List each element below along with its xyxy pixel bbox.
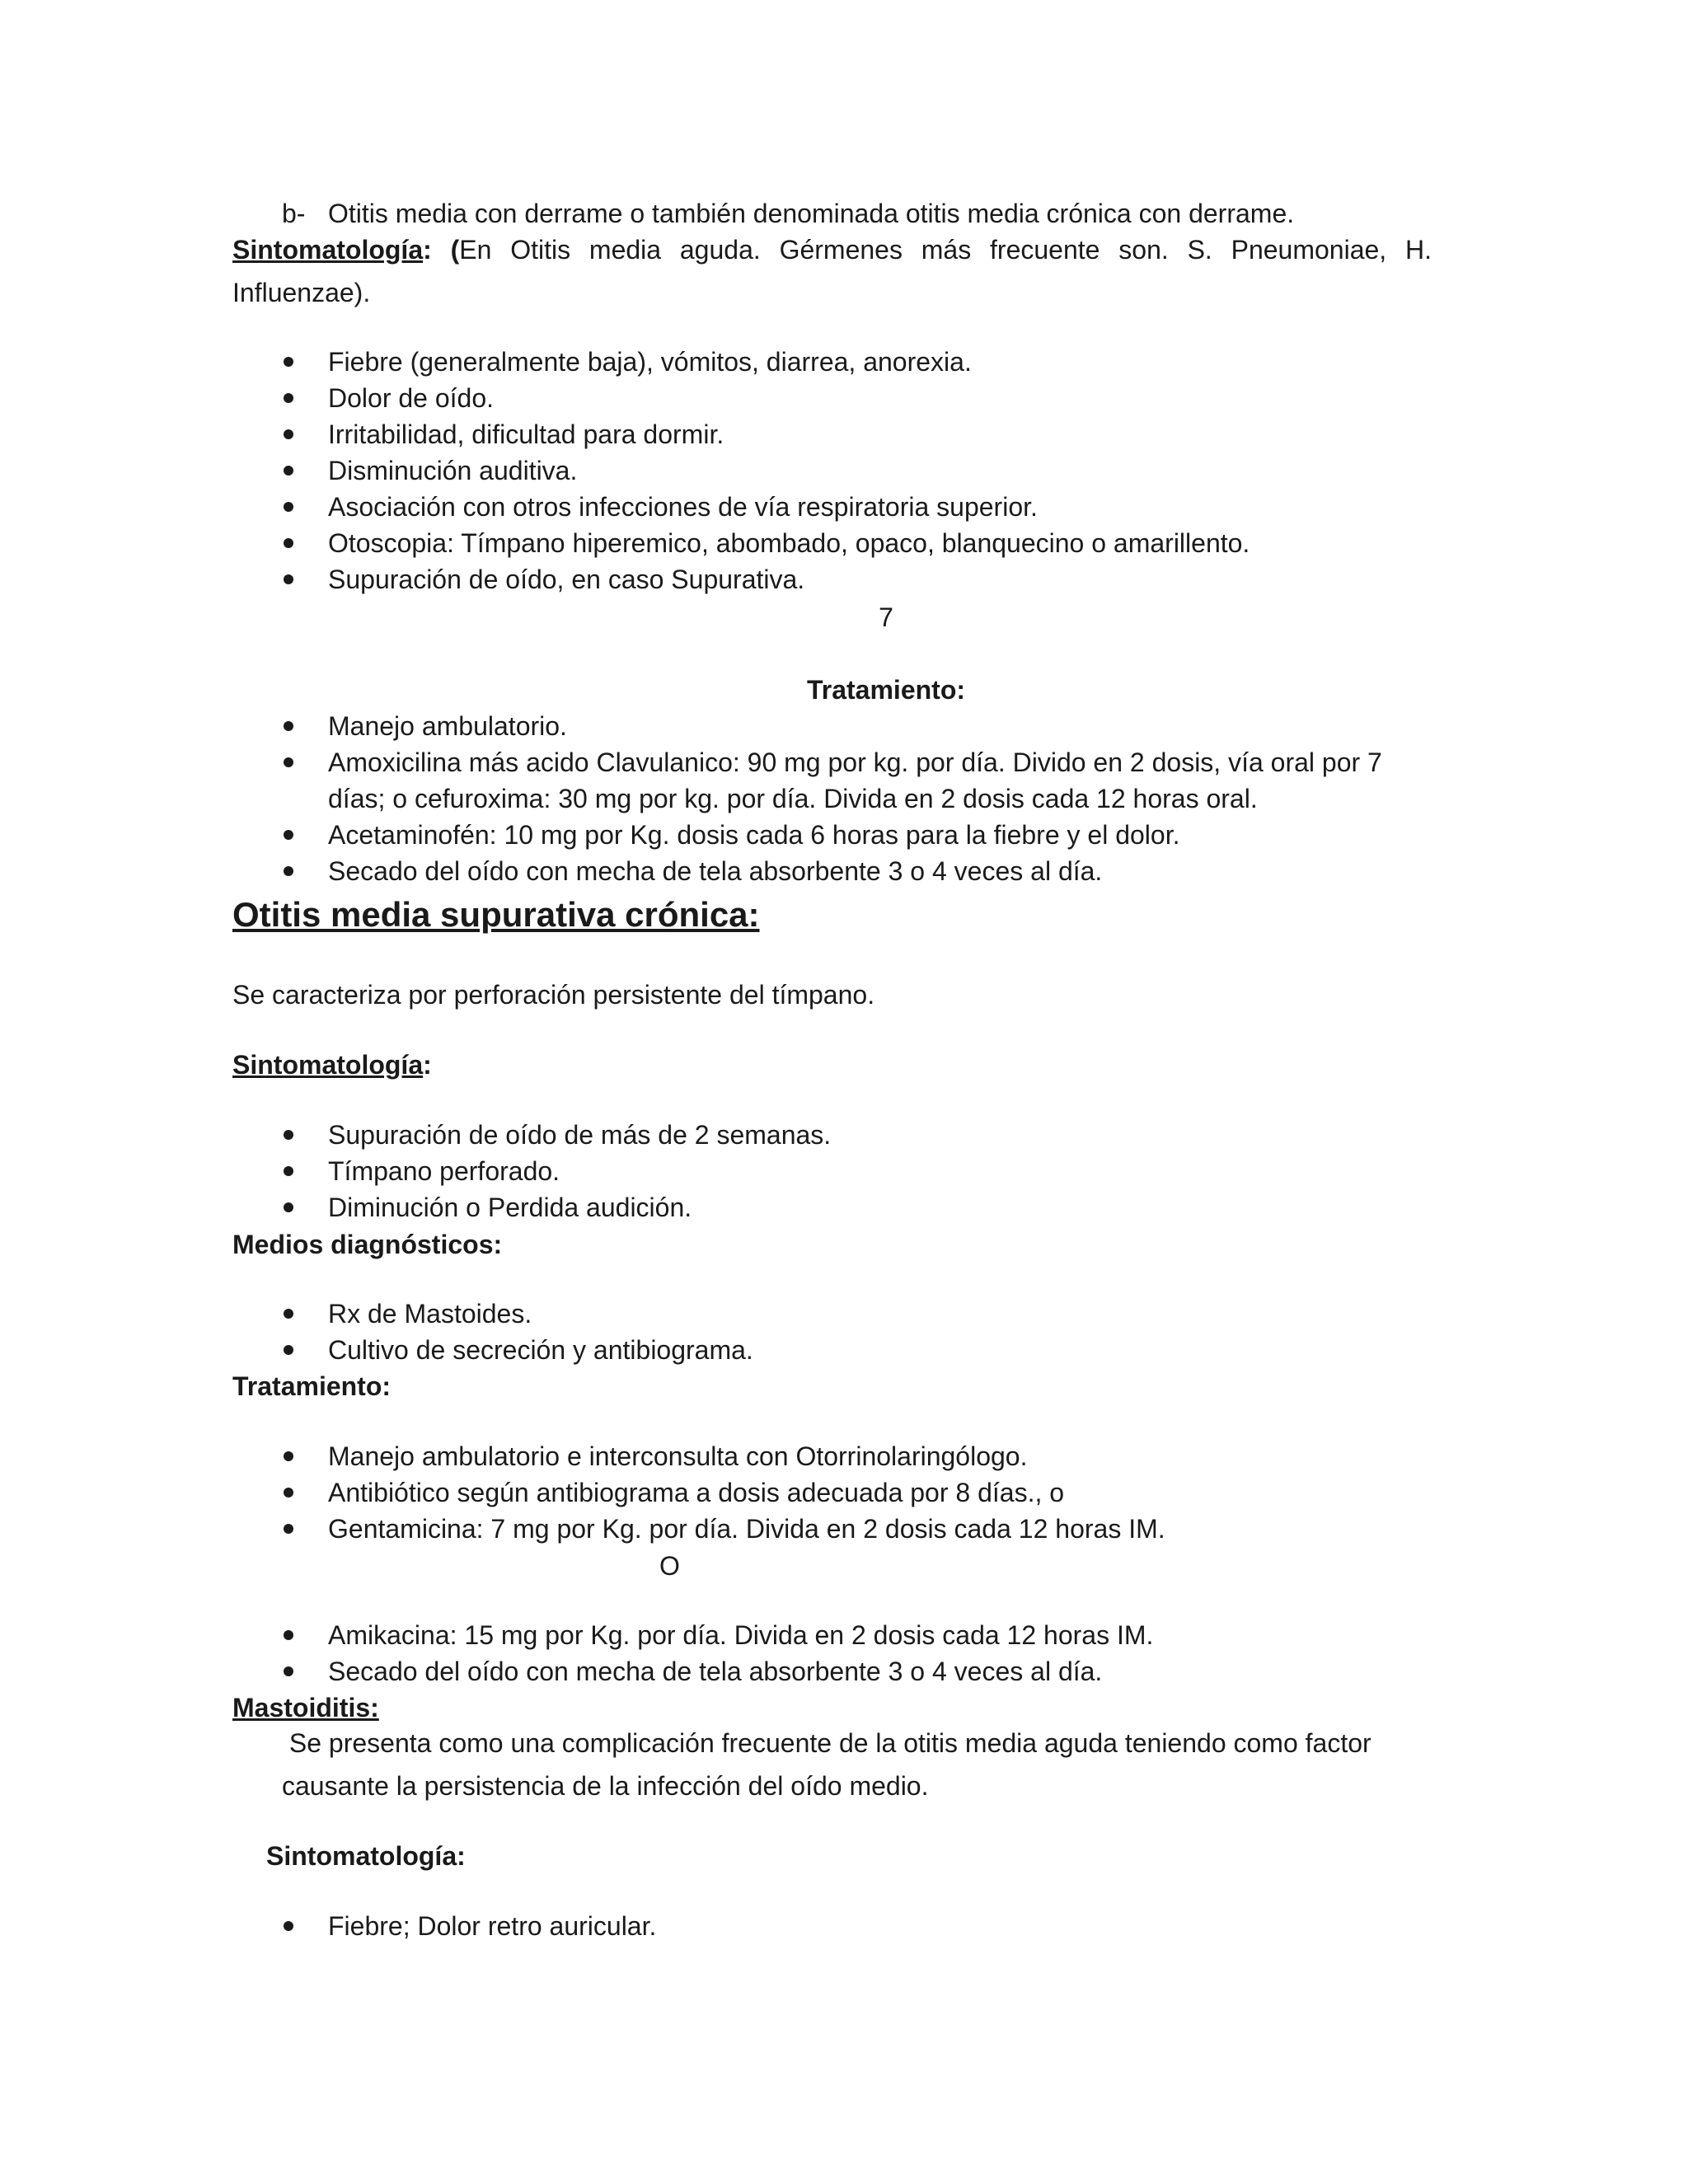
list-item: Supuración de oído de más de 2 semanas. bbox=[232, 1117, 1436, 1153]
mastoiditis-heading: Mastoiditis: bbox=[232, 1693, 379, 1722]
list-item: Dolor de oído. bbox=[232, 380, 1436, 416]
osc-description: Se caracteriza por perforación persistente del tímpano. bbox=[232, 980, 875, 1010]
sintomatologia-intro-line1 bbox=[232, 232, 1432, 268]
osc-symptoms-list bbox=[232, 1117, 1436, 1226]
list-item: Secado del oído con mecha de tela absorbente 3 o 4 veces al día. bbox=[232, 853, 1436, 889]
osc-sintomatologia-colon: : bbox=[423, 1050, 432, 1080]
list-item: Asociación con otros infecciones de vía respiratoria superior. bbox=[232, 489, 1436, 525]
list-item: Irritabilidad, dificultad para dormir. bbox=[232, 416, 1436, 452]
sintomatologia-colon: : bbox=[423, 235, 432, 265]
paren-open: ( bbox=[450, 235, 460, 265]
osc-treatment-list bbox=[232, 1438, 1436, 1547]
mastoiditis-text-line1: Se presenta como una complicación frecuente de la otitis media aguda teniendo como factor bbox=[282, 1728, 1372, 1758]
list-item: Amikacina: 15 mg por Kg. por día. Divida en 2 dosis cada 12 horas IM. bbox=[232, 1617, 1436, 1653]
list-item: Amoxicilina más acido Clavulanico: 90 mg por kg. por día. Divido en 2 dosis, vía oral por 7 días; o cefuroxima: 30 mg por kg. por día. Divida en 2 dosis cada 12 horas oral. bbox=[232, 744, 1436, 817]
list-item: Gentamicina: 7 mg por Kg. por día. Divida en 2 dosis cada 12 horas IM. bbox=[232, 1511, 1436, 1547]
list-item: Fiebre; Dolor retro auricular. bbox=[232, 1908, 1436, 1944]
list-item: Tímpano perforado. bbox=[232, 1153, 1436, 1189]
tratamiento-list-1 bbox=[232, 708, 1436, 889]
list-item: Otoscopia: Tímpano hiperemico, abombado, opaco, blanquecino o amarillento. bbox=[232, 525, 1436, 561]
osc-treatment-heading: Tratamiento: bbox=[232, 1371, 392, 1401]
mastoiditis-sintomatologia-heading: Sintomatología: bbox=[266, 1841, 466, 1871]
mastoiditis-text-line2: causante la persistencia de la infección del oído medio. bbox=[282, 1771, 929, 1801]
list-item: Fiebre (generalmente baja), vómitos, diarrea, anorexia. bbox=[232, 344, 1436, 380]
list-item: Manejo ambulatorio. bbox=[232, 708, 1436, 744]
list-item: Rx de Mastoides. bbox=[232, 1296, 1436, 1332]
note-line1: En Otitis media aguda. Gérmenes más frecuente son. S. Pneumoniae, H. bbox=[459, 235, 1432, 265]
list-item: Manejo ambulatorio e interconsulta con Otorrinolaringólogo. bbox=[232, 1438, 1436, 1474]
list-item: Secado del oído con mecha de tela absorbente 3 o 4 veces al día. bbox=[232, 1653, 1436, 1690]
list-item: Diminución o Perdida audición. bbox=[232, 1189, 1436, 1226]
list-item: Cultivo de secreción y antibiograma. bbox=[232, 1332, 1436, 1368]
tratamiento-heading-1: Tratamiento: bbox=[806, 675, 966, 705]
page-number: 7 bbox=[879, 602, 893, 632]
osc-sintomatologia-heading bbox=[232, 1047, 1432, 1083]
section-title-osc: Otitis media supurativa crónica: bbox=[232, 895, 760, 934]
item-b-text: Otitis media con derrame o también denominada otitis media crónica con derrame. bbox=[328, 199, 1295, 228]
mastoiditis-symptoms-list bbox=[232, 1908, 1436, 1944]
list-item: Antibiótico según antibiograma a dosis adecuada por 8 días., o bbox=[232, 1474, 1436, 1511]
diagnostics-list bbox=[232, 1296, 1436, 1368]
note-line2: Influenzae). bbox=[232, 278, 371, 307]
list-item: Disminución auditiva. bbox=[232, 452, 1436, 489]
list-item: Supuración de oído, en caso Supurativa. bbox=[232, 561, 1436, 598]
list-item: Acetaminofén: 10 mg por Kg. dosis cada 6 horas para la fiebre y el dolor. bbox=[232, 817, 1436, 853]
diagnostic-heading: Medios diagnósticos: bbox=[232, 1230, 503, 1259]
osc-treatment-list-2 bbox=[232, 1617, 1436, 1690]
item-b-marker: b- bbox=[282, 199, 306, 228]
sintomatologia-label: Sintomatología bbox=[232, 235, 424, 265]
symptoms-list bbox=[232, 344, 1436, 598]
osc-sintomatologia-label: Sintomatología bbox=[232, 1050, 424, 1080]
or-separator: O bbox=[659, 1551, 680, 1581]
